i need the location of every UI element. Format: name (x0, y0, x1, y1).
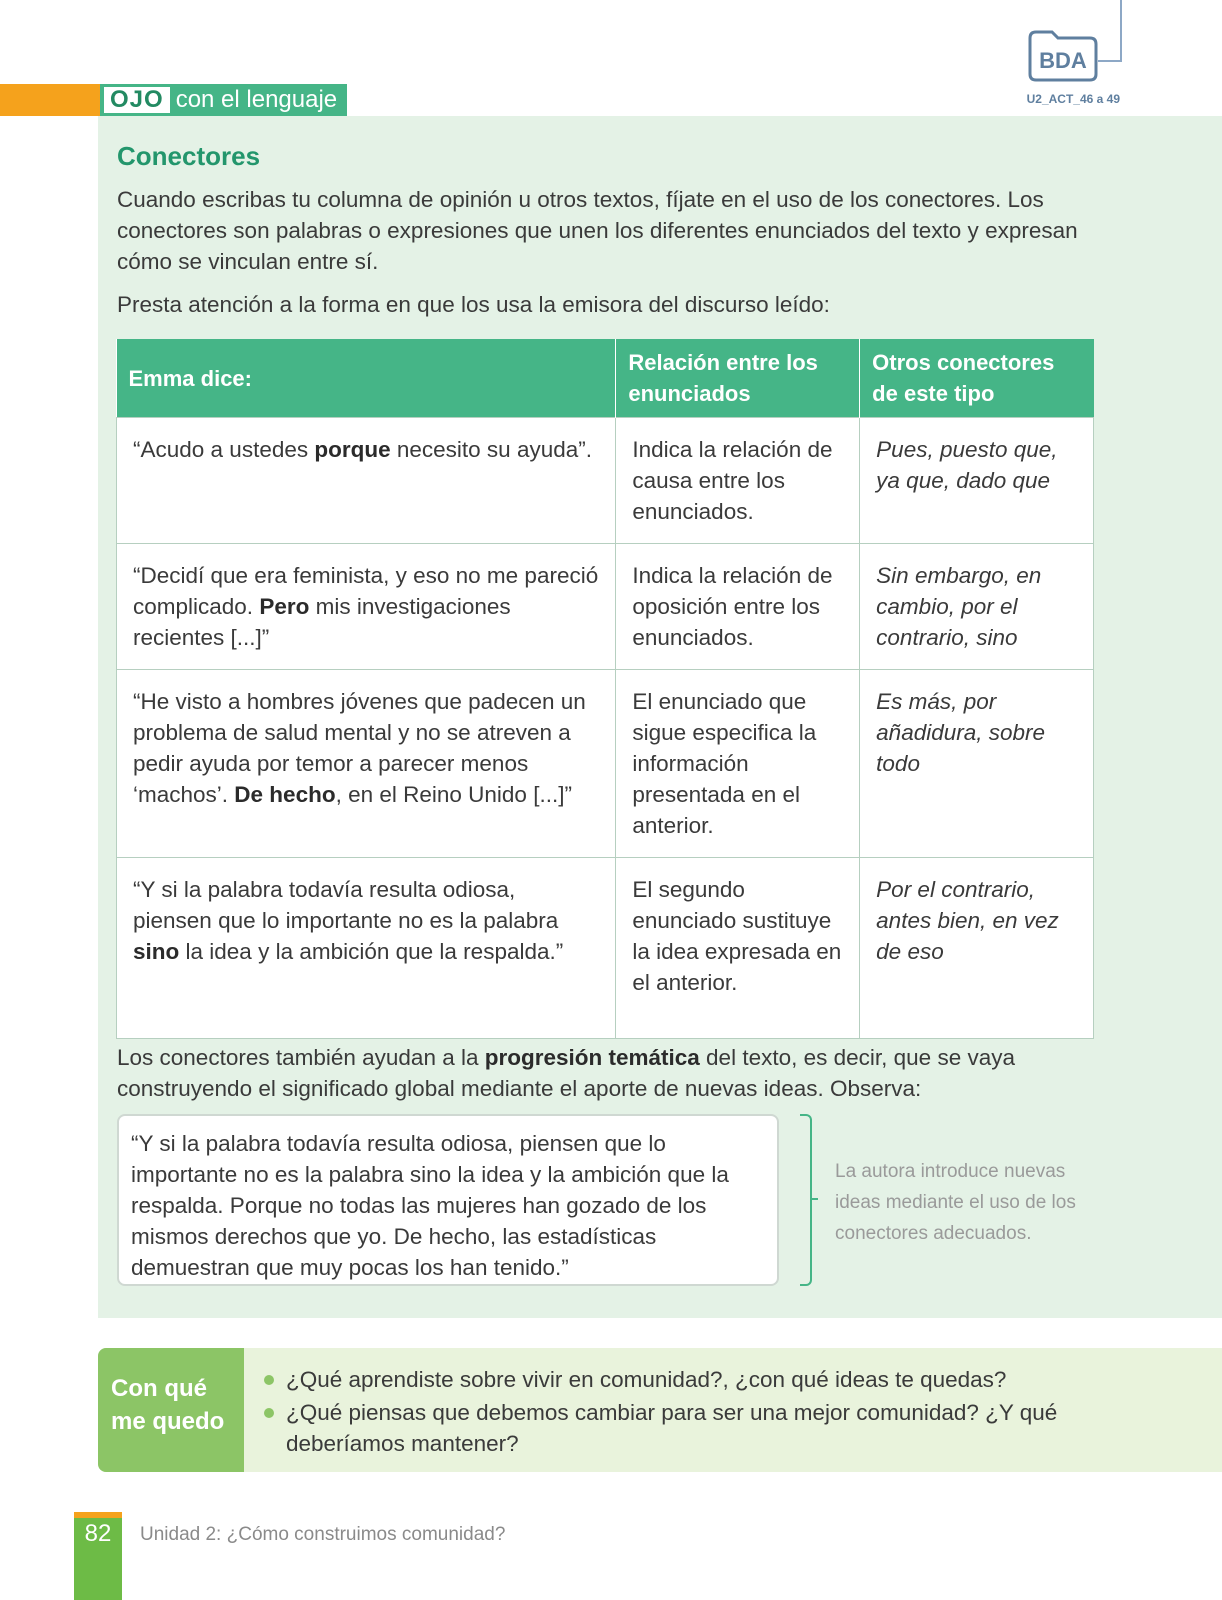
reflection-questions (262, 1364, 1122, 1461)
bda-label: BDA (1039, 48, 1087, 73)
example-note: La autora introduce nuevas ideas mediante el uso de los conectores adecuados. (835, 1161, 1076, 1244)
table-row (117, 544, 1094, 670)
example-quote-box: “Y si la palabra todavía resulta odiosa, piensen que lo importante no es la palabra sino la idea y la ambición que la respalda. Porque no todas las mujeres han gozado de los mismos derechos que yo. De hecho, las estadísticas demuestran que muy pocas los han tenido.” (117, 1114, 779, 1286)
connector-word: sino (133, 939, 180, 964)
reflection-label: Con qué me quedo (98, 1348, 244, 1472)
bda-folder-icon[interactable] (1026, 30, 1098, 82)
list-item: ¿Qué aprendiste sobre vivir en comunidad?, ¿con qué ideas te quedas? (262, 1364, 1122, 1395)
others-cell: Por el contrario, antes bien, en vez de eso (860, 858, 1094, 1039)
table-row (117, 418, 1094, 544)
badge-rest: con el lenguaje (175, 86, 338, 113)
others-cell: Es más, por añadidura, sobre todo (860, 670, 1094, 858)
attention-paragraph: Presta atención a la forma en que los usa la emisora del discurso leído: (117, 292, 830, 317)
bullet-icon (264, 1408, 274, 1418)
unit-title: Unidad 2: ¿Cómo construimos comunidad? (140, 1524, 506, 1545)
header-quote: Emma dice: (117, 339, 616, 418)
quote-cell: “He visto a hombres jóvenes que padecen un problema de salud mental y no se atreven a pedir ayuda por temor a parecer menos ‘machos’. De hecho, en el Reino Unido [...]” (117, 670, 616, 858)
connector-word: De hecho (234, 782, 336, 807)
header-accent-bar (0, 84, 100, 116)
intro-paragraph: Cuando escribas tu columna de opinión u otros textos, fíjate en el uso de los conectores. Los conectores son palabras o expresiones que unen los diferentes enunciados del texto y expresan cómo se vinculan entre sí. (117, 187, 1078, 274)
connector-word: porque (314, 437, 391, 462)
relation-cell: El segundo enunciado sustituye la idea expresada en el anterior. (616, 858, 860, 1039)
section-badge (100, 84, 347, 116)
bda-connector-line (1120, 0, 1122, 62)
quote-cell: “Acudo a ustedes porque necesito su ayuda”. (117, 418, 616, 544)
quote-cell: “Y si la palabra todavía resulta odiosa, piensen que lo importante no es la palabra sino la idea y la ambición que la respalda.” (117, 858, 616, 1039)
resource-code: U2_ACT_46 a 49 (1026, 92, 1120, 106)
relation-cell: Indica la relación de causa entre los enunciados. (616, 418, 860, 544)
progression-paragraph: Los conectores también ayudan a la progresión temática del texto, es decir, que se vaya construyendo el significado global mediante el aporte de nuevas ideas. Observa: (117, 1045, 1015, 1101)
quote-cell: “Decidí que era feminista, y eso no me pareció complicado. Pero mis investigaciones recientes [...]” (117, 544, 616, 670)
bullet-icon (264, 1375, 274, 1385)
connector-word: Pero (259, 594, 310, 619)
page-number: 82 (84, 1520, 112, 1547)
connectors-table (116, 339, 1094, 1039)
relation-cell: El enunciado que sigue especifica la información presentada en el anterior. (616, 670, 860, 858)
table-header-row (117, 339, 1094, 418)
bracket-arrow (812, 1198, 818, 1200)
example-bracket (800, 1114, 812, 1286)
bda-connector-line-h (1098, 60, 1122, 62)
header-others: Otros conectores de este tipo (860, 339, 1094, 418)
badge-word: OJO (104, 87, 170, 113)
relation-cell: Indica la relación de oposición entre los enunciados. (616, 544, 860, 670)
table-row (117, 670, 1094, 858)
progression-term: progresión temática (484, 1045, 700, 1070)
others-cell: Sin embargo, en cambio, por el contrario, sino (860, 544, 1094, 670)
list-item: ¿Qué piensas que debemos cambiar para ser una mejor comunidad? ¿Y qué deberíamos mantener? (262, 1397, 1122, 1459)
table-row (117, 858, 1094, 1039)
header-relation: Relación entre los enunciados (616, 339, 860, 418)
others-cell: Pues, puesto que, ya que, dado que (860, 418, 1094, 544)
section-title: Conectores (117, 141, 261, 171)
